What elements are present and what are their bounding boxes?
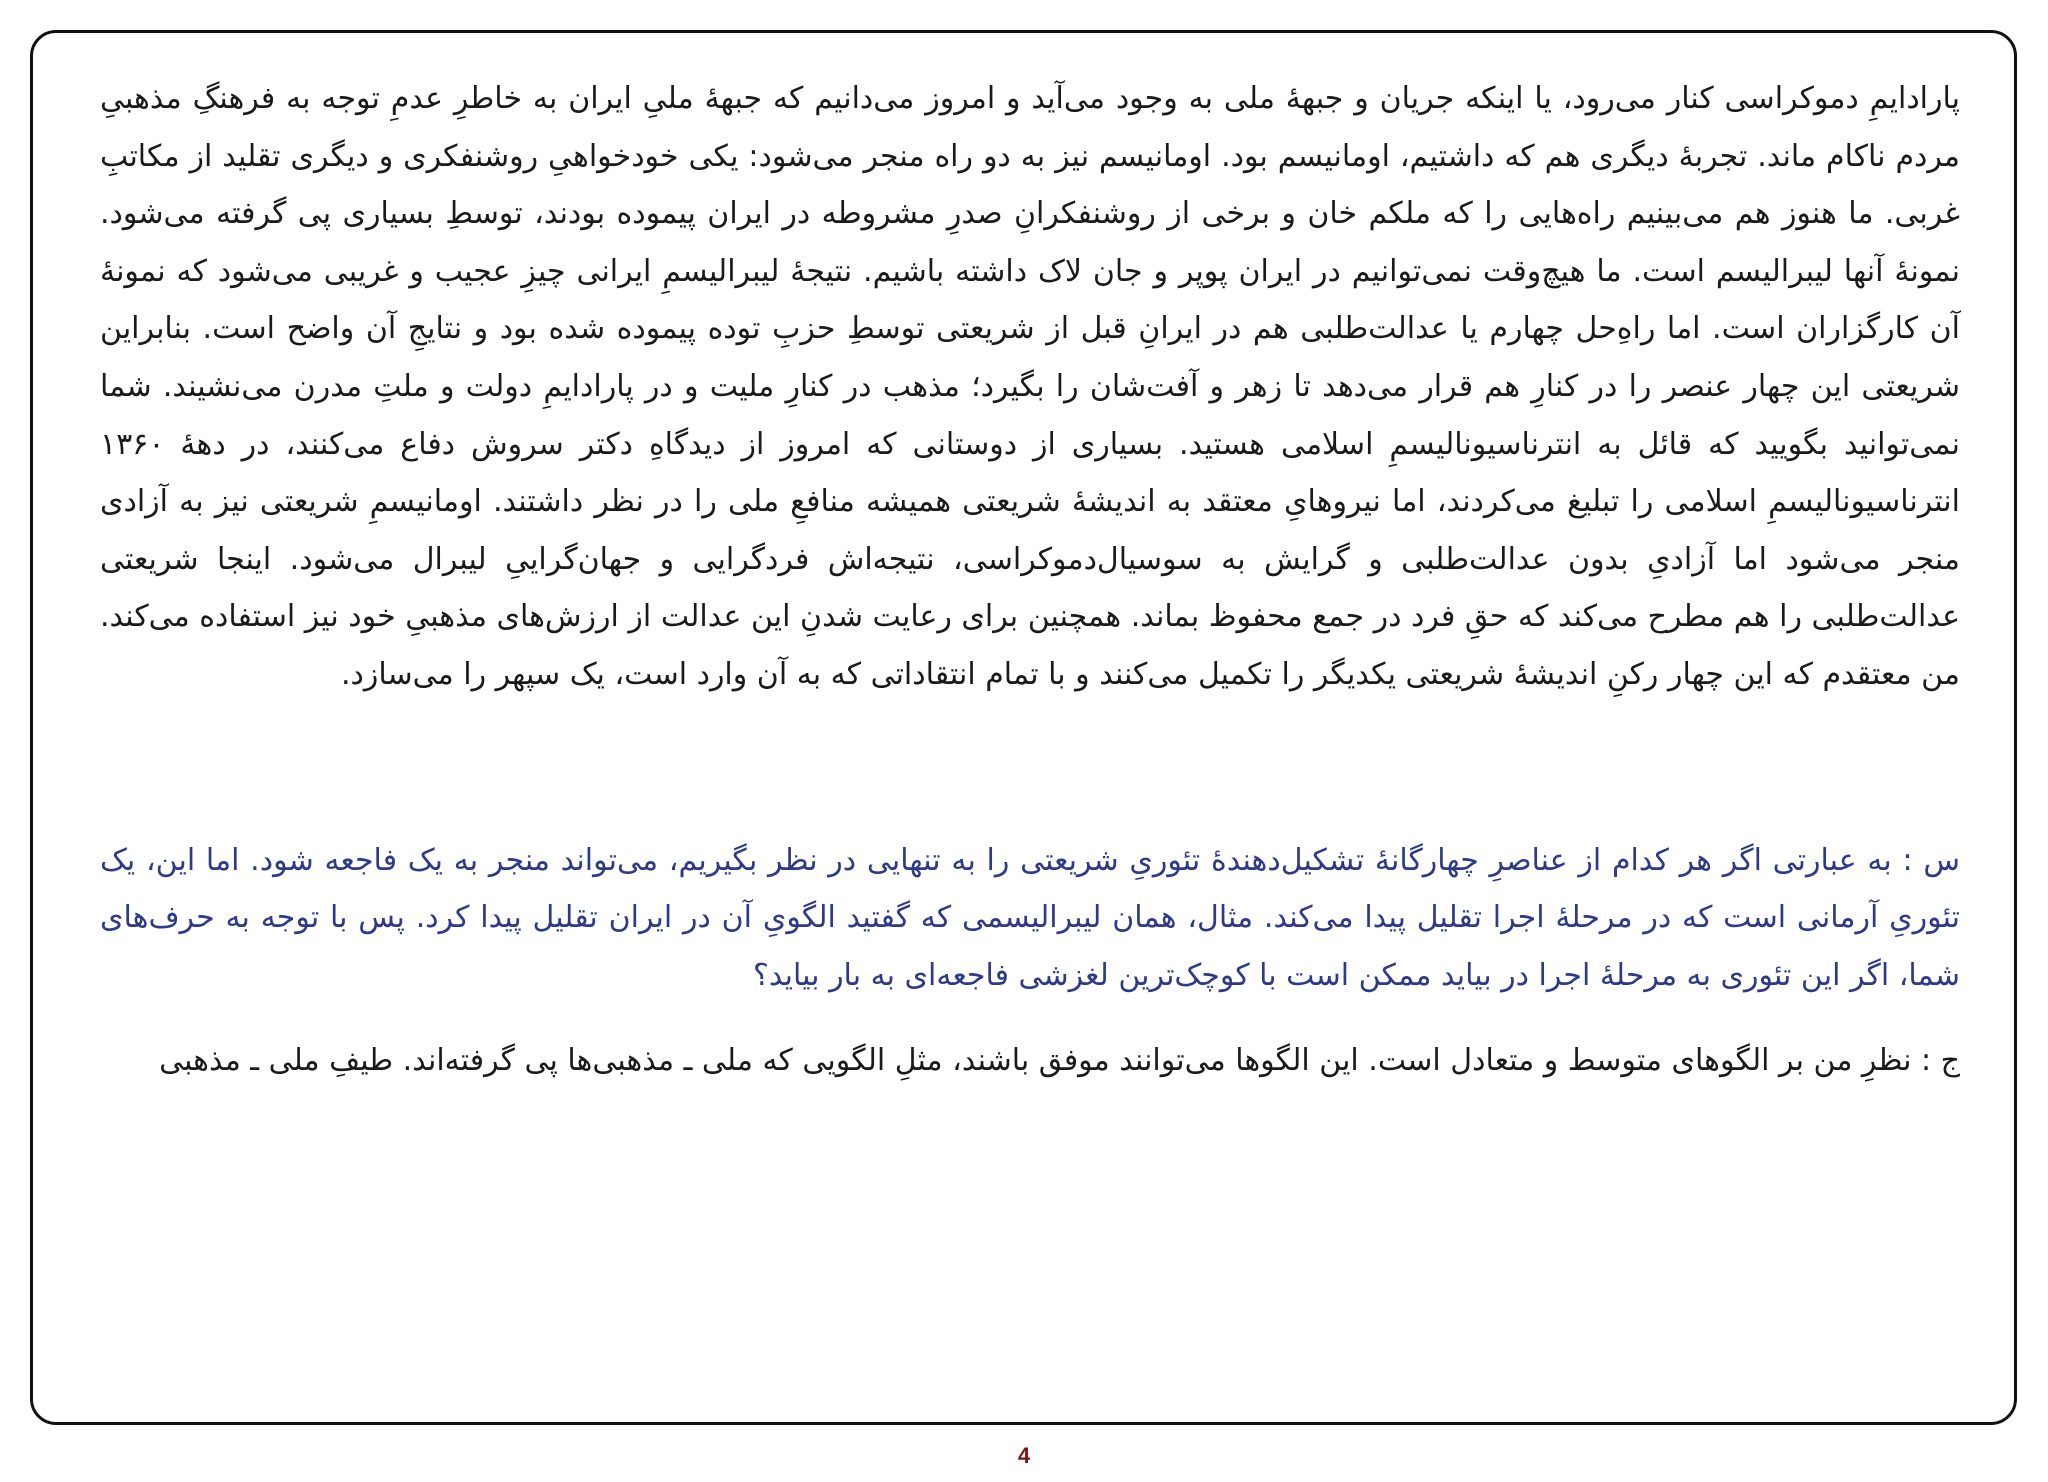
page-number: 4 [1017,1443,1031,1468]
answer-paragraph: ج : نظرِ من بر الگوهای متوسط و متعادل است. این الگوها می‌توانند موفق باشند، مثلِ الگویی که ملی ـ مذهبی‌ها پی گرفته‌اند. طیفِ ملی ـ مذهبی [159,1043,1960,1079]
body-paragraph: پارادایمِ دموکراسی کنار می‌رود، یا اینکه جریان و جبههٔ ملی به وجود می‌آید و امروز می‌دانیم که جبههٔ ملیِ ایران به خاطرِ عدمِ توجه به فرهنگِ مذهبیِ مردم ناکام ماند. تجربهٔ دیگری هم که داشتیم، اومانیسم بود. اومانیسم نیز به دو راه منجر می‌شود: یکی خودخواهیِ روشنفکری و دیگری تقلید از مکاتبِ غربی. ما هنوز هم می‌بینیم راه‌هایی را که ملکم خان و برخی از روشنفکرانِ صدرِ مشروطه در ایران پیموده بودند، توسطِ بسیاری پی گرفته می‌شود. نمونهٔ آنها لیبرالیسم است. ما هیچ‌وقت نمی‌توانیم در ایران پوپر و جان لاک داشته باشیم. نتیجهٔ لیبرالیسمِ ایرانی چیزِ عجیب و غریبی می‌شود که نمونهٔ آن کارگزاران است. اما راهِ‌حل چهارم یا عدالت‌طلبی هم در ایرانِ قبل از شریعتی توسطِ حزبِ توده پیموده شده بود و نتایجِ آن واضح است. بنابراین شریعتی این چهار عنصر را در کنارِ هم قرار می‌دهد تا زهر و آفت‌شان را بگیرد؛ مذهب در کنارِ ملیت و در پارادایمِ دولت و ملتِ مدرن می‌نشیند. شما نمی‌توانید بگویید که قائل به انترناسیونالیسمِ اسلامی هستید. بسیاری از دوستانی که امروز از دیدگاهِ دکتر سروش دفاع می‌کنند، در دههٔ ۱۳۶۰ انترناسیونالیسمِ اسلامی را تبلیغ می‌کردند، اما نیروهایِ معتقد به اندیشهٔ شریعتی همیشه منافعِ ملی را در نظر داشتند. اومانیسمِ شریعتی نیز به آزادی منجر می‌شود اما آزادیِ بدون عدالت‌طلبی و گرایش به سوسیال‌دموکراسی، نتیجه‌اش فردگرایی و جهان‌گراییِ لیبرال می‌شود. اینجا شریعتی عدالت‌طلبی را هم مطرح می‌کند که حقِ فرد در جمع محفوظ بماند. همچنین برای رعایت شدنِ این عدالت از ارزش‌های مذهبیِ خود نیز استفاده می‌کند. من معتقدم که این چهار رکنِ اندیشهٔ شریعتی یکدیگر را تکمیل می‌کنند و با تمام انتقاداتی که به آن وارد است، یک سپهر را می‌سازد. [100,81,1960,692]
question-paragraph: س : به عبارتی اگر هر کدام از عناصرِ چهارگانهٔ تشکیل‌دهندهٔ تئوریِ شریعتی را به تنهایی در نظر بگیریم، می‌تواند منجر به یک فاجعه شود. اما این، یک تئوریِ آرمانی است که در مرحلهٔ اجرا تقلیل پیدا می‌کند. مثال، همان لیبرالیسمی که گفتید الگویِ آن در ایران تقلیل پیدا کرد. پس با توجه به حرف‌های شما، اگر این تئوری به مرحلهٔ اجرا در بیاید ممکن است با کوچک‌ترین لغزشی فاجعه‌ای به بار بیاید؟ [100,842,1960,993]
document-content [100,70,1960,1400]
